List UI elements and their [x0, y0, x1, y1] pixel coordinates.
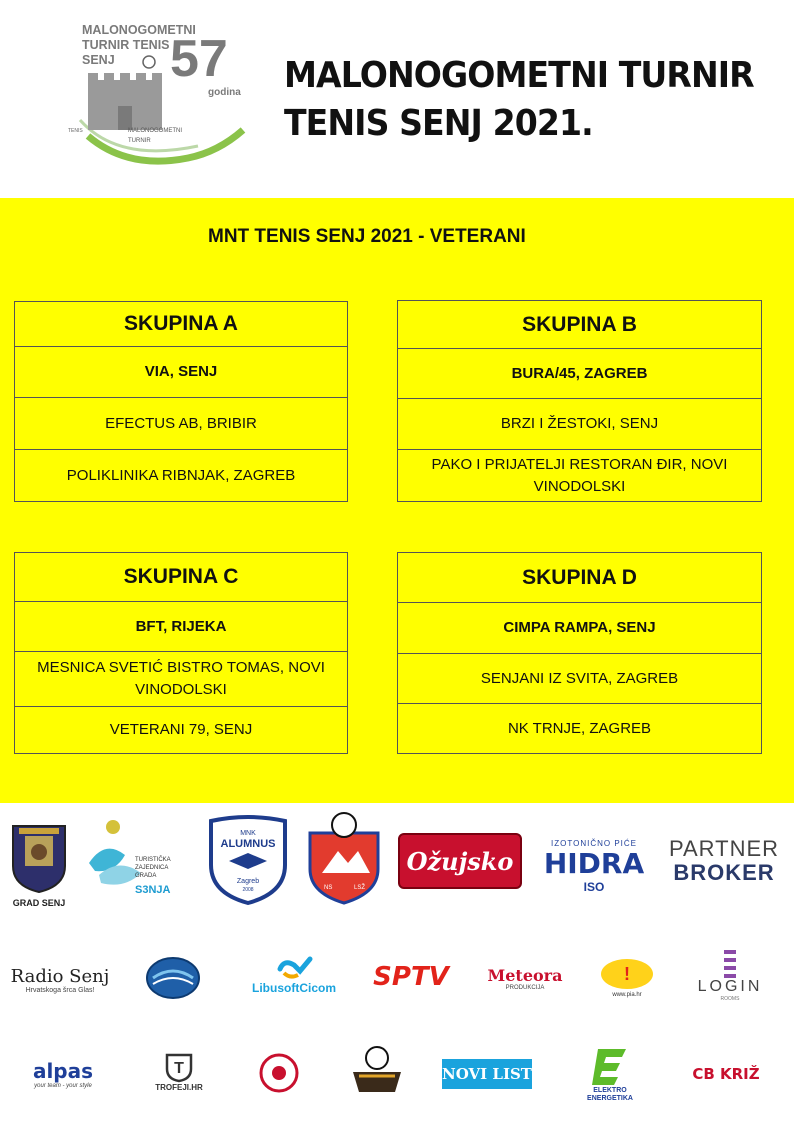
tz-line3: GRADA	[135, 873, 157, 879]
hidra-label: HIDRA	[543, 846, 645, 880]
broker-label: BROKER	[673, 860, 775, 885]
partner-label: PARTNER	[668, 836, 780, 861]
elektro-line1: ELEKTRO	[593, 1087, 627, 1094]
ns-right: LSŽ	[354, 885, 366, 891]
group-title: SKUPINA B	[522, 312, 637, 336]
logo-godina: godina	[208, 87, 241, 98]
pia-bubble-icon	[599, 956, 655, 992]
alumnus-city: Zagreb	[236, 878, 260, 885]
libusoft-label: LibusoftCicom	[252, 981, 336, 995]
logo-line3: SENJ	[82, 53, 115, 67]
logo-number: 57	[170, 30, 228, 88]
team-cell: PAKO I PRIJATELJI RESTORAN ĐIR, NOVI VINODOLSKI	[398, 449, 761, 501]
logo-line2: TURNIR TENIS	[82, 38, 170, 52]
sponsor-login	[688, 943, 772, 1009]
ns-left: NS	[324, 885, 333, 891]
sptv-label: SPTV	[373, 962, 449, 992]
sponsors-section	[0, 803, 794, 1123]
hidra-iso: ISO	[583, 879, 605, 894]
svg-text:!: !	[624, 964, 630, 984]
group-d	[397, 552, 762, 754]
team-cell: MESNICA SVETIĆ BISTRO TOMAS, NOVI VINODOLSKI	[15, 651, 347, 706]
sponsor-hidra	[540, 829, 648, 903]
team-cell: EFECTUS AB, BRIBIR	[15, 397, 347, 449]
sponsor-sptv	[370, 959, 452, 995]
hidra-top: IZOTONIČNO PIĆE	[551, 838, 637, 848]
meteora-sub: PRODUKCIJA	[505, 984, 545, 991]
logo-line1: MALONOGOMETNI	[82, 23, 196, 37]
sponsor-ozujsko	[398, 833, 522, 889]
svg-text:T: T	[174, 1059, 184, 1077]
sponsor-alpas	[18, 1053, 108, 1095]
logo-small-left: TENIS	[68, 128, 83, 134]
trofeji-icon	[163, 1051, 195, 1083]
login-bars-icon	[722, 950, 738, 978]
header	[0, 0, 794, 198]
tz-line2: ZAJEDNICA	[135, 865, 169, 871]
tournament-logo	[58, 18, 258, 178]
elektro-line2: ENERGETIKA	[587, 1095, 633, 1102]
radio-label: Radio Senj	[10, 966, 110, 987]
sponsor-blue-emblem	[140, 953, 206, 1003]
page-title	[284, 52, 754, 148]
team-cell: CIMPA RAMPA, SENJ	[398, 602, 761, 653]
sponsor-grad-senj	[6, 815, 72, 915]
sponsor-elektro-energetika	[578, 1043, 642, 1107]
tz-line1: TURISTIČKA	[135, 857, 171, 863]
sponsor-alumnus	[205, 815, 291, 905]
sponsor-trofeji	[146, 1047, 212, 1095]
alumnus-shield-icon	[205, 815, 291, 905]
sponsor-pia	[592, 951, 662, 1003]
sponsor-libusoft	[240, 949, 348, 1001]
ns-lsz-shield-icon	[304, 811, 384, 905]
tz-line4: S3NJA	[135, 884, 171, 896]
elektro-e-icon	[590, 1047, 630, 1087]
meteora-label: Meteora	[487, 965, 563, 985]
group-title: SKUPINA A	[124, 312, 238, 335]
grad-senj-crest-icon	[9, 822, 69, 894]
group-title: SKUPINA D	[522, 565, 637, 589]
ball-icon	[259, 1053, 299, 1093]
login-label: LOGIN	[697, 978, 763, 995]
group-b	[397, 300, 762, 502]
blue-emblem-icon	[145, 956, 201, 1000]
title-line2: TENIS SENJ 2021.	[284, 103, 593, 144]
football-badge-icon	[349, 1044, 405, 1098]
logo-small-right2: TURNIR	[128, 138, 151, 144]
novi-list-label: NOVI LIST	[442, 1065, 532, 1083]
sponsor-tz-senj	[85, 813, 195, 908]
group-c	[14, 552, 348, 754]
ozujsko-label: Ožujsko	[406, 846, 514, 876]
team-cell: NK TRNJE, ZAGREB	[398, 703, 761, 753]
alumnus-top: MNK	[240, 830, 256, 837]
grad-senj-label: GRAD SENJ	[12, 898, 66, 908]
sponsor-partner-broker	[660, 833, 788, 889]
sponsor-meteora	[482, 955, 568, 1001]
team-cell: VETERANI 79, SENJ	[15, 706, 347, 753]
pia-label: www.pia.hr	[612, 992, 642, 998]
alumnus-year: 2008	[242, 887, 254, 893]
radio-sub: Hrvatskoga šrca Glas!	[25, 987, 95, 994]
logo-small-right1: MALONOGOMETNI	[128, 128, 183, 134]
team-cell: BFT, RIJEKA	[15, 601, 347, 651]
sponsor-football-badge	[348, 1043, 406, 1099]
sponsor-radio-senj	[8, 955, 112, 1005]
alpas-sub: your team - your style	[34, 1083, 92, 1089]
login-sub: ROOMS	[720, 996, 740, 1002]
team-cell: VIA, SENJ	[15, 346, 347, 397]
alumnus-label: ALUMNUS	[220, 838, 276, 850]
groups-section: MNT TENIS SENJ 2021 - VETERANI SKUPINA A VIA, SENJ EFECTUS AB, BRIBIR POLIKLINIKA RIBNJAK, ZAGREB SKUPINA B BURA/45, ZAGREB BRZI I ŽESTOKI, SENJ PAKO I PRIJATELJI RESTORAN ĐIR, NOVI VINODOLSKI SKUPINA C BFT, RIJEKA MESNICA SVETIĆ BISTRO TOMAS, NOVI VINODOLSKI VETERANI 79, SENJ SKUPINA D CIMPA RAMPA, SENJ SENJANI IZ SVITA, ZAGREB NK TRNJE, ZAGREB	[0, 198, 794, 803]
group-a	[14, 301, 348, 502]
tz-senj-wave-icon	[85, 813, 195, 908]
trofeji-label: TROFEJI.HR	[155, 1082, 203, 1092]
team-cell: BRZI I ŽESTOKI, SENJ	[398, 398, 761, 449]
sponsor-ball	[256, 1051, 302, 1095]
team-cell: SENJANI IZ SVITA, ZAGREB	[398, 653, 761, 703]
sponsor-cb-kriz	[684, 1059, 768, 1089]
title-line1: MALONOGOMETNI TURNIR	[284, 55, 754, 96]
team-cell: BURA/45, ZAGREB	[398, 348, 761, 398]
sponsor-novi-list	[442, 1059, 532, 1089]
libusoft-check-icon	[274, 955, 314, 981]
group-title: SKUPINA C	[123, 565, 239, 588]
cb-kriz-label: CB KRIŽ	[692, 1065, 760, 1083]
alpas-label: alpas	[32, 1059, 94, 1083]
team-cell: POLIKLINIKA RIBNJAK, ZAGREB	[15, 449, 347, 501]
sponsor-ns-lsz	[304, 811, 384, 905]
